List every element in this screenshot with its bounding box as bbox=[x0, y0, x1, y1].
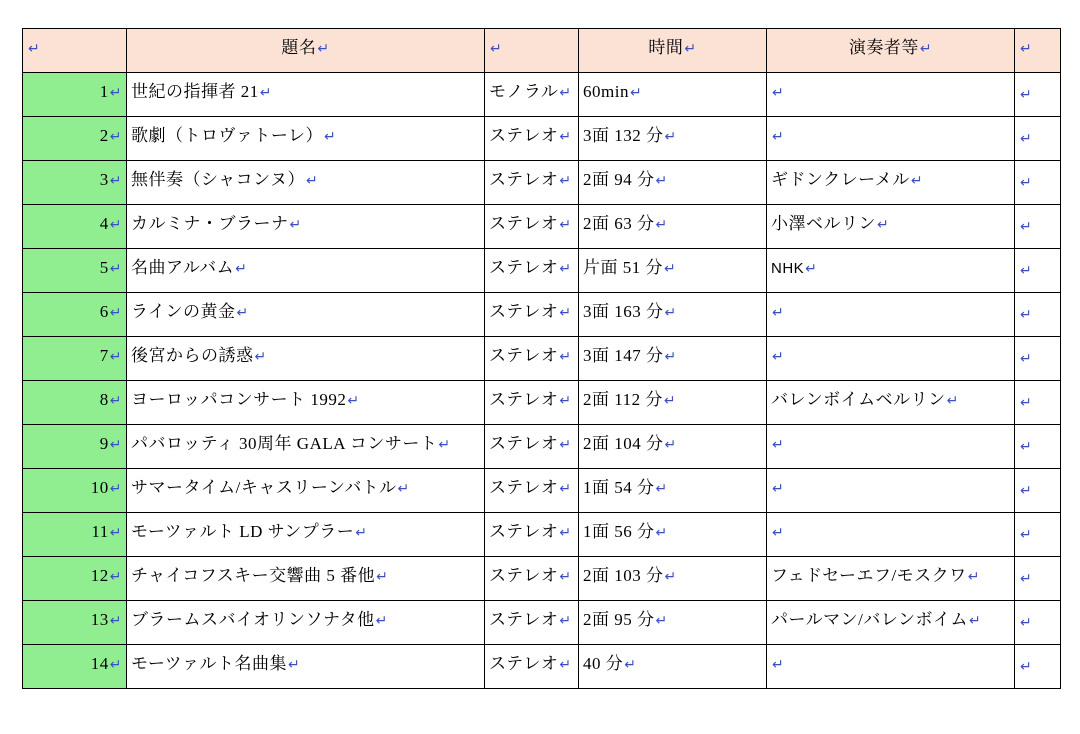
pilcrow-icon: ↵ bbox=[559, 435, 572, 452]
pilcrow-icon: ↵ bbox=[877, 215, 890, 232]
cell-audio-mode-text: ステレオ bbox=[489, 389, 559, 409]
cell-performer-text: ギドンクレーメル bbox=[771, 169, 910, 189]
column-header-title bbox=[127, 29, 485, 73]
cell-performer bbox=[767, 161, 1015, 205]
pilcrow-icon: ↵ bbox=[1020, 350, 1033, 367]
pilcrow-icon: ↵ bbox=[772, 83, 785, 100]
pilcrow-icon: ↵ bbox=[664, 435, 677, 452]
cell-performer bbox=[767, 73, 1015, 117]
pilcrow-icon: ↵ bbox=[109, 259, 122, 276]
pilcrow-icon: ↵ bbox=[375, 611, 388, 628]
cell-track-number bbox=[23, 469, 127, 513]
cell-audio-mode-text: ステレオ bbox=[489, 257, 559, 277]
pilcrow-icon: ↵ bbox=[1020, 306, 1033, 323]
cell-performer bbox=[767, 557, 1015, 601]
cell-duration bbox=[579, 513, 767, 557]
pilcrow-icon: ↵ bbox=[289, 215, 302, 232]
cell-duration bbox=[579, 381, 767, 425]
cell-performer-text: バレンボイムベルリン bbox=[771, 389, 946, 409]
column-header-time bbox=[579, 29, 767, 73]
cell-title-text: サマータイム/キャスリーンバトル bbox=[131, 477, 397, 497]
pilcrow-icon: ↵ bbox=[376, 567, 389, 584]
cell-track-number-text: 10 bbox=[90, 477, 109, 497]
cell-title bbox=[127, 293, 485, 337]
pilcrow-icon: ↵ bbox=[235, 259, 248, 276]
cell-duration-text: 1面 56 分 bbox=[583, 521, 655, 541]
cell-audio-mode bbox=[485, 645, 579, 689]
pilcrow-icon: ↵ bbox=[305, 171, 319, 188]
pilcrow-icon: ↵ bbox=[28, 39, 41, 56]
cell-performer-text: NHK bbox=[771, 259, 805, 277]
cell-audio-mode bbox=[485, 425, 579, 469]
cell-track-number bbox=[23, 249, 127, 293]
cell-row-end-mark bbox=[1015, 249, 1061, 293]
cell-audio-mode bbox=[485, 337, 579, 381]
cell-duration-text: 2面 103 分 bbox=[583, 565, 664, 585]
cell-audio-mode-text: ステレオ bbox=[489, 609, 559, 629]
cell-track-number-text: 2 bbox=[99, 125, 109, 145]
cell-audio-mode bbox=[485, 117, 579, 161]
cell-track-number-text: 8 bbox=[99, 389, 109, 409]
pilcrow-icon: ↵ bbox=[1020, 482, 1033, 499]
cell-row-end-mark bbox=[1015, 161, 1061, 205]
cell-track-number bbox=[23, 73, 127, 117]
cell-row-end-mark bbox=[1015, 381, 1061, 425]
pilcrow-icon: ↵ bbox=[1020, 570, 1033, 587]
cell-performer bbox=[767, 645, 1015, 689]
cell-title-text: モーツァルト名曲集 bbox=[131, 653, 287, 673]
cell-title bbox=[127, 73, 485, 117]
pilcrow-icon: ↵ bbox=[624, 655, 637, 672]
pilcrow-icon: ↵ bbox=[236, 303, 249, 320]
pilcrow-icon: ↵ bbox=[559, 215, 572, 232]
pilcrow-icon: ↵ bbox=[664, 127, 677, 144]
cell-duration bbox=[579, 601, 767, 645]
cell-duration bbox=[579, 117, 767, 161]
pilcrow-icon: ↵ bbox=[347, 391, 360, 408]
cell-title-text: ヨーロッパコンサート 1992 bbox=[131, 389, 347, 409]
pilcrow-icon: ↵ bbox=[254, 347, 267, 364]
cell-performer bbox=[767, 337, 1015, 381]
table-row bbox=[23, 469, 1061, 513]
cell-track-number-text: 6 bbox=[99, 301, 109, 321]
table-row bbox=[23, 645, 1061, 689]
pilcrow-icon: ↵ bbox=[1020, 174, 1033, 191]
cell-performer-text: パールマン/バレンボイム bbox=[771, 609, 968, 629]
cell-track-number-text: 13 bbox=[90, 609, 109, 629]
cell-title-text: 世紀の指揮者 21 bbox=[131, 81, 259, 101]
pilcrow-icon: ↵ bbox=[559, 303, 572, 320]
cell-duration bbox=[579, 337, 767, 381]
cell-audio-mode-text: ステレオ bbox=[489, 213, 559, 233]
cell-duration-text: 2面 104 分 bbox=[583, 433, 664, 453]
cell-title-text: パバロッティ 30周年 GALA コンサート bbox=[131, 433, 438, 453]
pilcrow-icon: ↵ bbox=[664, 259, 677, 276]
pilcrow-icon: ↵ bbox=[1020, 658, 1033, 675]
cell-audio-mode bbox=[485, 249, 579, 293]
pilcrow-icon: ↵ bbox=[663, 391, 677, 408]
pilcrow-icon: ↵ bbox=[559, 479, 572, 496]
cell-row-end-mark bbox=[1015, 645, 1061, 689]
pilcrow-icon: ↵ bbox=[1020, 262, 1033, 279]
cell-title bbox=[127, 117, 485, 161]
cell-duration-text: 60min bbox=[583, 81, 629, 101]
table-row bbox=[23, 161, 1061, 205]
pilcrow-icon: ↵ bbox=[559, 567, 572, 584]
cell-row-end-mark bbox=[1015, 513, 1061, 557]
pilcrow-icon: ↵ bbox=[559, 171, 572, 188]
cell-track-number bbox=[23, 205, 127, 249]
cell-audio-mode-text: ステレオ bbox=[489, 301, 559, 321]
cell-duration bbox=[579, 161, 767, 205]
cell-title-text: 名曲アルバム bbox=[131, 257, 235, 277]
cell-performer bbox=[767, 293, 1015, 337]
cell-duration bbox=[579, 557, 767, 601]
pilcrow-icon: ↵ bbox=[559, 655, 572, 672]
cell-performer bbox=[767, 249, 1015, 293]
cell-track-number-text: 14 bbox=[90, 653, 109, 673]
pilcrow-icon: ↵ bbox=[684, 39, 697, 56]
cell-row-end-mark bbox=[1015, 73, 1061, 117]
pilcrow-icon: ↵ bbox=[655, 215, 668, 232]
pilcrow-icon: ↵ bbox=[655, 611, 668, 628]
cell-track-number-text: 9 bbox=[99, 433, 109, 453]
cell-row-end-mark bbox=[1015, 601, 1061, 645]
pilcrow-icon: ↵ bbox=[109, 347, 122, 364]
cell-track-number-text: 11 bbox=[91, 521, 109, 541]
table-row bbox=[23, 557, 1061, 601]
cell-audio-mode bbox=[485, 557, 579, 601]
cell-audio-mode bbox=[485, 161, 579, 205]
pilcrow-icon: ↵ bbox=[109, 655, 122, 672]
pilcrow-icon: ↵ bbox=[109, 215, 122, 232]
cell-track-number bbox=[23, 117, 127, 161]
media-catalog-table bbox=[22, 28, 1061, 689]
cell-audio-mode bbox=[485, 513, 579, 557]
table-row bbox=[23, 205, 1061, 249]
pilcrow-icon: ↵ bbox=[968, 611, 982, 628]
pilcrow-icon: ↵ bbox=[967, 567, 980, 584]
pilcrow-icon: ↵ bbox=[772, 303, 785, 320]
table-row bbox=[23, 425, 1061, 469]
pilcrow-icon: ↵ bbox=[1020, 614, 1033, 631]
column-header-mode bbox=[485, 29, 579, 73]
table-row bbox=[23, 513, 1061, 557]
cell-row-end-mark bbox=[1015, 337, 1061, 381]
cell-track-number bbox=[23, 337, 127, 381]
column-header-no bbox=[23, 29, 127, 73]
cell-track-number-text: 5 bbox=[99, 257, 109, 277]
cell-title-text: 歌劇（トロヴァトーレ） bbox=[131, 125, 323, 145]
cell-duration-text: 2面 112 分 bbox=[583, 389, 663, 409]
pilcrow-icon: ↵ bbox=[1020, 86, 1033, 103]
pilcrow-icon: ↵ bbox=[772, 523, 785, 540]
cell-duration bbox=[579, 249, 767, 293]
pilcrow-icon: ↵ bbox=[397, 479, 410, 496]
cell-title bbox=[127, 601, 485, 645]
cell-title-text: ラインの黄金 bbox=[131, 301, 236, 321]
pilcrow-icon: ↵ bbox=[559, 391, 572, 408]
table-body bbox=[23, 73, 1061, 689]
pilcrow-icon: ↵ bbox=[1020, 526, 1033, 543]
cell-track-number bbox=[23, 293, 127, 337]
pilcrow-icon: ↵ bbox=[109, 391, 122, 408]
cell-audio-mode bbox=[485, 469, 579, 513]
cell-title-text: 後宮からの誘惑 bbox=[131, 345, 254, 365]
cell-row-end-mark bbox=[1015, 557, 1061, 601]
cell-duration bbox=[579, 73, 767, 117]
cell-duration-text: 1面 54 分 bbox=[583, 477, 655, 497]
cell-row-end-mark bbox=[1015, 117, 1061, 161]
table-header bbox=[23, 29, 1061, 73]
pilcrow-icon: ↵ bbox=[664, 347, 677, 364]
pilcrow-icon: ↵ bbox=[1020, 394, 1033, 411]
cell-audio-mode bbox=[485, 601, 579, 645]
cell-audio-mode bbox=[485, 293, 579, 337]
cell-duration bbox=[579, 645, 767, 689]
pilcrow-icon: ↵ bbox=[109, 303, 122, 320]
cell-track-number-text: 1 bbox=[99, 81, 109, 101]
cell-performer bbox=[767, 513, 1015, 557]
pilcrow-icon: ↵ bbox=[109, 171, 122, 188]
cell-audio-mode-text: ステレオ bbox=[489, 345, 559, 365]
cell-track-number-text: 12 bbox=[90, 565, 109, 585]
pilcrow-icon: ↵ bbox=[772, 479, 785, 496]
cell-duration bbox=[579, 293, 767, 337]
cell-duration-text: 3面 147 分 bbox=[583, 345, 664, 365]
pilcrow-icon: ↵ bbox=[438, 435, 451, 452]
cell-audio-mode bbox=[485, 73, 579, 117]
cell-title bbox=[127, 161, 485, 205]
cell-title bbox=[127, 205, 485, 249]
cell-track-number-text: 3 bbox=[99, 169, 109, 189]
table-row bbox=[23, 381, 1061, 425]
cell-duration-text: 片面 51 分 bbox=[583, 257, 663, 277]
cell-track-number bbox=[23, 601, 127, 645]
column-header-performer bbox=[767, 29, 1015, 73]
column-header-performer-label: 演奏者等 bbox=[848, 37, 919, 57]
pilcrow-icon: ↵ bbox=[109, 127, 122, 144]
pilcrow-icon: ↵ bbox=[559, 83, 572, 100]
cell-title bbox=[127, 557, 485, 601]
pilcrow-icon: ↵ bbox=[655, 523, 668, 540]
table-row bbox=[23, 293, 1061, 337]
pilcrow-icon: ↵ bbox=[1020, 39, 1033, 56]
cell-audio-mode bbox=[485, 381, 579, 425]
cell-performer bbox=[767, 117, 1015, 161]
pilcrow-icon: ↵ bbox=[109, 611, 122, 628]
pilcrow-icon: ↵ bbox=[559, 611, 572, 628]
cell-duration bbox=[579, 425, 767, 469]
cell-track-number-text: 4 bbox=[99, 213, 109, 233]
cell-row-end-mark bbox=[1015, 425, 1061, 469]
pilcrow-icon: ↵ bbox=[109, 83, 122, 100]
cell-track-number-text: 7 bbox=[99, 345, 109, 365]
pilcrow-icon: ↵ bbox=[109, 567, 122, 584]
cell-audio-mode-text: ステレオ bbox=[489, 565, 559, 585]
cell-title bbox=[127, 469, 485, 513]
cell-title-text: 無伴奏（シャコンヌ） bbox=[131, 169, 305, 189]
header-row bbox=[23, 29, 1061, 73]
cell-title bbox=[127, 645, 485, 689]
cell-audio-mode bbox=[485, 205, 579, 249]
pilcrow-icon: ↵ bbox=[772, 347, 785, 364]
pilcrow-icon: ↵ bbox=[559, 347, 572, 364]
cell-performer bbox=[767, 381, 1015, 425]
pilcrow-icon: ↵ bbox=[355, 523, 368, 540]
table-row bbox=[23, 73, 1061, 117]
pilcrow-icon: ↵ bbox=[919, 39, 933, 56]
cell-audio-mode-text: ステレオ bbox=[489, 521, 559, 541]
cell-row-end-mark bbox=[1015, 469, 1061, 513]
column-header-time-label: 時間 bbox=[648, 37, 684, 57]
table-row bbox=[23, 249, 1061, 293]
cell-duration bbox=[579, 205, 767, 249]
cell-track-number bbox=[23, 557, 127, 601]
pilcrow-icon: ↵ bbox=[109, 479, 122, 496]
cell-row-end-mark bbox=[1015, 205, 1061, 249]
pilcrow-icon: ↵ bbox=[559, 523, 572, 540]
cell-title bbox=[127, 425, 485, 469]
pilcrow-icon: ↵ bbox=[910, 171, 924, 188]
pilcrow-icon: ↵ bbox=[259, 83, 272, 100]
cell-performer bbox=[767, 601, 1015, 645]
cell-audio-mode-text: モノラル bbox=[489, 81, 559, 101]
cell-title-text: カルミナ・ブラーナ bbox=[131, 213, 289, 233]
pilcrow-icon: ↵ bbox=[655, 479, 668, 496]
cell-audio-mode-text: ステレオ bbox=[489, 125, 559, 145]
column-header-title-label: 題名 bbox=[281, 37, 317, 57]
pilcrow-icon: ↵ bbox=[772, 655, 785, 672]
cell-audio-mode-text: ステレオ bbox=[489, 433, 559, 453]
pilcrow-icon: ↵ bbox=[772, 435, 785, 452]
table-row bbox=[23, 337, 1061, 381]
cell-row-end-mark bbox=[1015, 293, 1061, 337]
pilcrow-icon: ↵ bbox=[664, 303, 677, 320]
pilcrow-icon: ↵ bbox=[629, 83, 643, 100]
cell-title bbox=[127, 381, 485, 425]
pilcrow-icon: ↵ bbox=[559, 259, 572, 276]
cell-duration-text: 2面 94 分 bbox=[583, 169, 655, 189]
table-row bbox=[23, 601, 1061, 645]
pilcrow-icon: ↵ bbox=[559, 127, 572, 144]
cell-title bbox=[127, 337, 485, 381]
cell-duration-text: 3面 163 分 bbox=[583, 301, 664, 321]
cell-duration-text: 2面 63 分 bbox=[583, 213, 655, 233]
pilcrow-icon: ↵ bbox=[109, 435, 122, 452]
pilcrow-icon: ↵ bbox=[287, 655, 301, 672]
pilcrow-icon: ↵ bbox=[324, 127, 337, 144]
cell-title-text: モーツァルト LD サンプラー bbox=[131, 521, 355, 541]
cell-audio-mode-text: ステレオ bbox=[489, 477, 559, 497]
pilcrow-icon: ↵ bbox=[1020, 218, 1033, 235]
pilcrow-icon: ↵ bbox=[805, 259, 818, 276]
pilcrow-icon: ↵ bbox=[1020, 438, 1033, 455]
table-row bbox=[23, 117, 1061, 161]
cell-track-number bbox=[23, 645, 127, 689]
cell-performer-text: フェドセーエフ/モスクワ bbox=[771, 565, 967, 585]
cell-duration-text: 40 分 bbox=[583, 653, 624, 673]
pilcrow-icon: ↵ bbox=[317, 39, 330, 56]
cell-performer bbox=[767, 425, 1015, 469]
pilcrow-icon: ↵ bbox=[772, 127, 785, 144]
pilcrow-icon: ↵ bbox=[655, 171, 668, 188]
cell-performer bbox=[767, 205, 1015, 249]
cell-title bbox=[127, 513, 485, 557]
pilcrow-icon: ↵ bbox=[1020, 130, 1033, 147]
cell-title-text: チャイコフスキー交響曲 5 番他 bbox=[131, 565, 376, 585]
cell-performer bbox=[767, 469, 1015, 513]
cell-track-number bbox=[23, 425, 127, 469]
cell-audio-mode-text: ステレオ bbox=[489, 169, 559, 189]
cell-title bbox=[127, 249, 485, 293]
pilcrow-icon: ↵ bbox=[664, 567, 677, 584]
cell-audio-mode-text: ステレオ bbox=[489, 653, 559, 673]
cell-duration bbox=[579, 469, 767, 513]
cell-title-text: ブラームスバイオリンソナタ他 bbox=[131, 609, 375, 629]
cell-track-number bbox=[23, 161, 127, 205]
pilcrow-icon: ↵ bbox=[490, 39, 503, 56]
cell-track-number bbox=[23, 513, 127, 557]
pilcrow-icon: ↵ bbox=[109, 523, 122, 540]
cell-track-number bbox=[23, 381, 127, 425]
cell-duration-text: 2面 95 分 bbox=[583, 609, 655, 629]
pilcrow-icon: ↵ bbox=[946, 391, 959, 408]
cell-performer-text: 小澤ベルリン bbox=[771, 213, 876, 233]
cell-duration-text: 3面 132 分 bbox=[583, 125, 664, 145]
column-header-tail bbox=[1015, 29, 1061, 73]
